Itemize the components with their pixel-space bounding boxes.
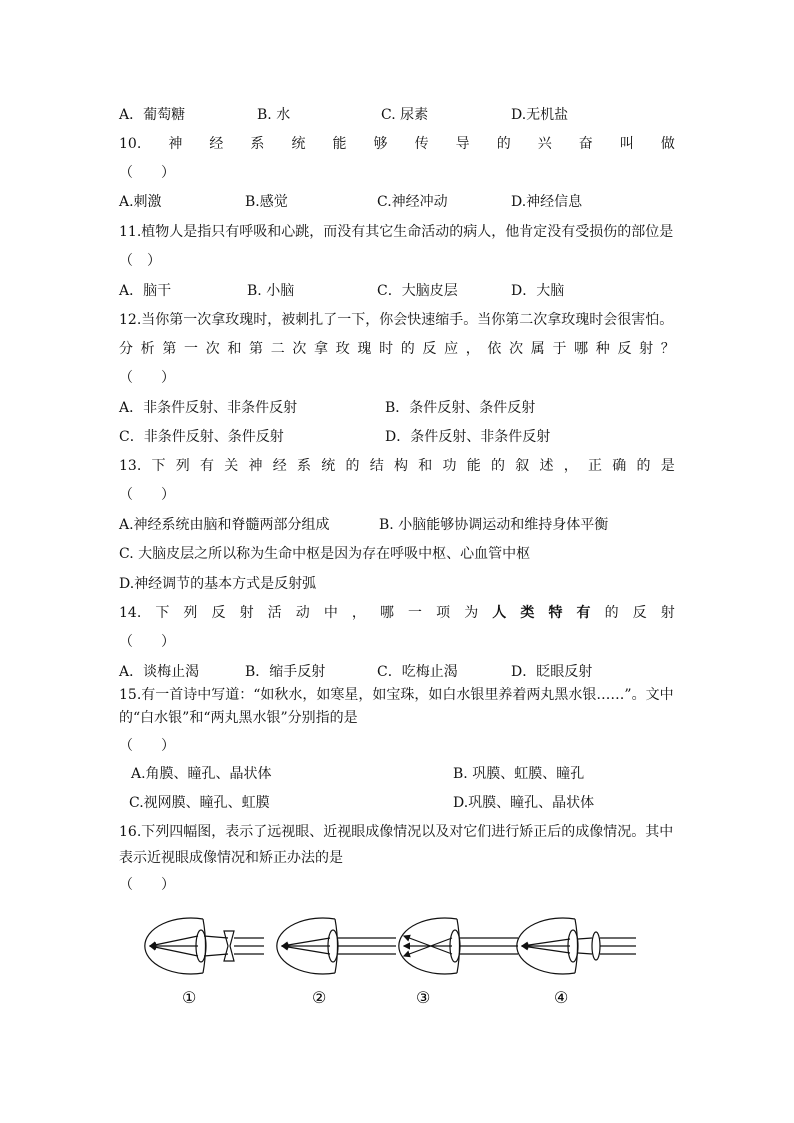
q14-char: 14. [119,605,142,621]
q12-char: 一 [184,341,199,357]
q10-char: 传 [414,136,429,152]
q10-char: 做 [660,136,675,152]
q13-stem [119,456,675,476]
q12-char: 反 [422,341,437,357]
q14-char: 中 [323,605,338,621]
q13-char: 是 [660,458,675,474]
q16-paren: （ ） [119,877,175,893]
eye-diagram-3 [399,918,518,974]
q15-paren: （ ） [119,738,175,754]
q13-option-c: C. 大脑皮层之所以称为生命中枢是因为存在呼吸中枢、心血管中枢 [119,546,531,562]
q15-stem-line2: 的“白水银”和“两丸黑水银”分别指的是 [119,710,358,726]
q13-paren: （ ） [119,487,175,503]
q12-option-a: A．非条件反射、非条件反射 [119,400,298,416]
figure-label-3: ③ [416,988,431,1007]
q15-option-c: C.视网膜、瞳孔、虹膜 [129,795,270,811]
q14-char: 为 [464,605,479,621]
q12-char: 哪 [574,341,589,357]
q12-char: 瑰 [357,341,372,357]
figure-label-4: ④ [554,988,569,1007]
q14-char: 的 [604,605,619,621]
eye-diagram-2 [277,918,396,974]
q11-option-b: B. 小脑 [247,283,295,299]
q13-char: 经 [272,458,287,474]
q10-char: 叫 [619,136,634,152]
q12-stem-line1: 12.当你第一次拿玫瑰时，被刺扎了一下，你会快速缩手。当你第二次拿玫瑰时会很害怕。 [119,312,674,328]
q13-option-a: A.神经系统由脑和脊髓两部分组成 [119,517,330,533]
q12-option-d: D．条件反射、非条件反射 [385,429,551,445]
q13-char: 神 [248,458,263,474]
q10-paren: （ ） [119,165,175,181]
q13-char: 列 [175,458,190,474]
q15-stem-line1: 15.有一首诗中写道：“如秋水，如寒星，如宝珠，如白水银里养着两丸黑水银……”。文中 [119,687,674,703]
q14-char: 一 [408,605,423,621]
q16-stem-line1: 16.下列四幅图，表示了远视眼、近视眼成像情况以及对它们进行矫正后的成像情况。其中 [119,824,674,840]
q14-option-c: C．吃梅止渴 [377,664,458,680]
q11-stem: 11.植物人是指只有呼吸和心跳，而没有其它生命活动的病人，他肯定没有受损伤的部位是 [119,224,674,240]
q11-paren: （ ） [119,253,161,269]
q13-char: 下 [151,458,166,474]
q11-option-d: D．大脑 [511,283,565,299]
q13-char: ， [563,458,578,474]
q12-char: 玫 [335,341,350,357]
eye-diagram-1 [145,918,264,974]
q12-char: 时 [379,341,394,357]
q11-option-c: C．大脑皮层 [377,283,458,299]
q14-char: 下 [155,605,170,621]
q10-char: 的 [496,136,511,152]
q13-option-b: B. 小脑能够协调运动和维持身体平衡 [379,517,609,533]
q13-char: 能 [466,458,481,474]
q13-char: 和 [418,458,433,474]
q12-char: 属 [530,341,545,357]
q14-paren: （ ） [119,634,175,650]
q9-option-c: C. 尿素 [381,107,429,123]
q14-option-b: B．缩手反射 [245,664,326,680]
figure-label-1: ① [182,988,197,1007]
q12-char: 次 [205,341,220,357]
q13-char: 确 [612,458,627,474]
q14-stem [119,603,675,623]
q12-option-c: C．非条件反射、条件反射 [119,429,284,445]
q14-char: 项 [436,605,451,621]
q13-char: 述 [539,458,554,474]
q14-char: 人 [492,605,507,621]
q12-stem-line2 [119,339,675,359]
q14-char: 列 [183,605,198,621]
q12-char: 应 [444,341,459,357]
q10-char: 系 [250,136,265,152]
q12-char: 拿 [314,341,329,357]
q15-option-d: D.巩膜、瞳孔、晶状体 [453,795,595,811]
q10-char: 神 [168,136,183,152]
q13-char: 结 [369,458,384,474]
q14-char: 类 [520,605,535,621]
q14-char: ， [351,605,366,621]
q12-paren: （ ） [119,370,175,386]
q12-char: 于 [552,341,567,357]
q12-char: 次 [509,341,524,357]
q13-char: 13. [119,458,142,474]
q12-char: 次 [292,341,307,357]
q10-char: 导 [455,136,470,152]
q14-char: 反 [632,605,647,621]
q10-option-d: D.神经信息 [511,194,583,210]
q12-char: 反 [617,341,632,357]
q12-char: 射 [639,341,654,357]
q13-char: 系 [297,458,312,474]
q10-option-b: B.感觉 [245,194,288,210]
q13-char: 功 [442,458,457,474]
q12-char: ， [465,341,480,357]
q13-char: 统 [321,458,336,474]
eye-diagrams-figure [140,915,660,1015]
q10-char: 兴 [537,136,552,152]
q13-char: 的 [636,458,651,474]
q14-char: 射 [660,605,675,621]
q14-char: 特 [548,605,563,621]
q9-option-a: A．葡萄糖 [119,107,186,123]
q10-char: 奋 [578,136,593,152]
q9-option-d: D.无机盐 [511,107,569,123]
q12-char: 第 [249,341,264,357]
q13-char: 叙 [515,458,530,474]
q14-char: 反 [211,605,226,621]
q13-char: 构 [394,458,409,474]
q10-option-c: C.神经冲动 [377,194,448,210]
q13-char: 有 [200,458,215,474]
q16-stem-line2: 表示近视眼成像情况和矫正办法的是 [119,850,343,866]
q14-option-d: D．眨眼反射 [511,664,593,680]
q13-char: 关 [224,458,239,474]
q13-char: 的 [491,458,506,474]
q10-stem [119,134,675,154]
q13-char: 的 [345,458,360,474]
q14-char: 活 [267,605,282,621]
q13-option-d: D.神经调节的基本方式是反射弧 [119,576,317,592]
q14-char: 有 [576,605,591,621]
q10-char: 能 [332,136,347,152]
q11-option-a: A．脑干 [119,283,172,299]
q10-char: 统 [291,136,306,152]
q12-char: 二 [270,341,285,357]
eye-diagram-4 [517,918,636,974]
q15-option-a: A.角膜、瞳孔、晶状体 [131,766,272,782]
q14-option-a: A．谈梅止渴 [119,664,200,680]
q12-option-b: B．条件反射、条件反射 [385,400,536,416]
q10-option-a: A.刺激 [119,194,162,210]
q12-char: 第 [162,341,177,357]
q12-char: 种 [595,341,610,357]
q10-char: 10. [119,136,142,152]
q15-option-b: B. 巩膜、虹膜、瞳孔 [453,766,585,782]
q12-char: 分 [119,341,133,357]
q14-char: 哪 [379,605,394,621]
figure-label-2: ② [312,988,327,1007]
q9-option-b: B. 水 [257,107,291,123]
q10-char: 够 [373,136,388,152]
q12-char: 和 [227,341,242,357]
q12-char: 依 [487,341,502,357]
q13-char: 正 [588,458,603,474]
q12-char: 析 [140,341,155,357]
q10-char: 经 [209,136,224,152]
q14-char: 动 [295,605,310,621]
q12-char: 的 [400,341,415,357]
q12-char: ？ [660,341,675,357]
q14-char: 射 [239,605,254,621]
